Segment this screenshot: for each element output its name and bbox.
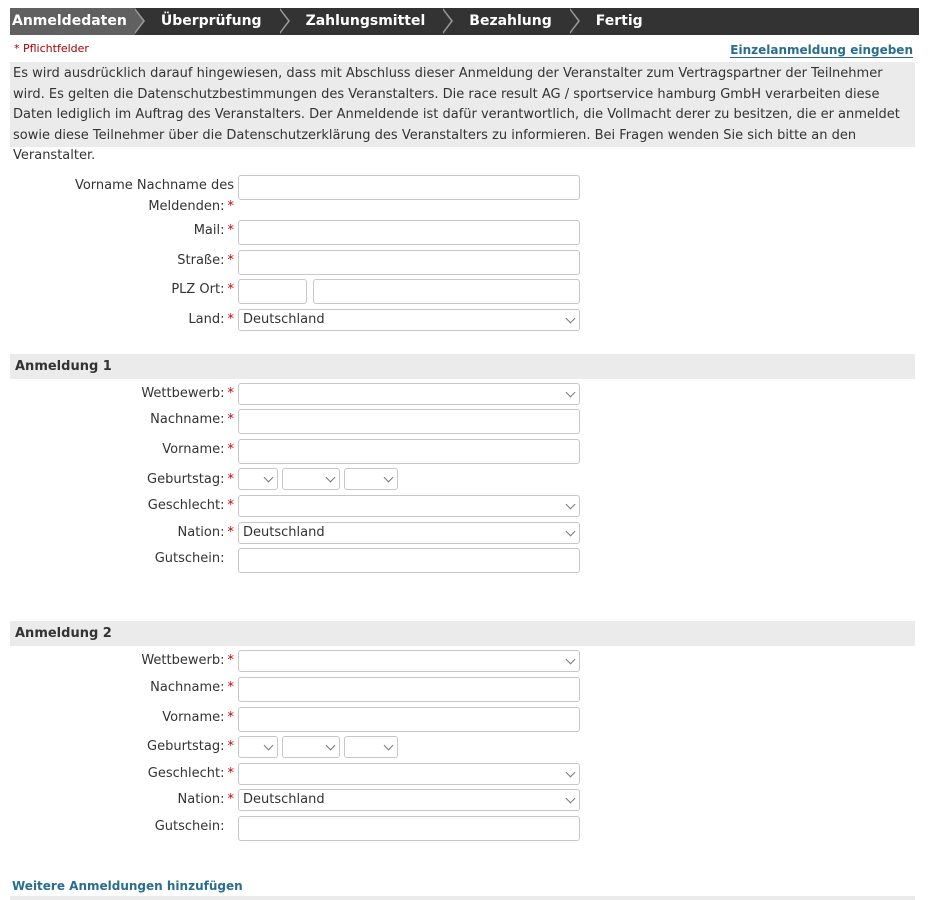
chevron-down-icon xyxy=(566,794,576,804)
required-star: * xyxy=(227,386,234,401)
lastname-label-text: Nachname: xyxy=(150,412,225,427)
mail-label-text: Mail: xyxy=(193,223,225,238)
required-star: * xyxy=(227,766,234,781)
required-star: * xyxy=(227,412,234,427)
zip-city-label xyxy=(40,280,234,300)
chevron-down-icon xyxy=(326,473,336,483)
required-star: * xyxy=(227,253,234,268)
competition-select-2[interactable] xyxy=(238,650,580,672)
required-star: * xyxy=(227,312,234,327)
birthday-day-select-2[interactable] xyxy=(238,736,278,758)
competition-label-text: Wettbewerb: xyxy=(141,653,225,668)
step-bezahlung xyxy=(443,8,569,35)
chevron-right-icon xyxy=(570,8,580,34)
registration-2-header: Anmeldung 2 xyxy=(10,621,915,646)
registrant-name-label xyxy=(40,175,234,217)
step-label: Anmeldedaten xyxy=(12,13,127,29)
chevron-down-icon xyxy=(326,741,336,751)
nation-select-2[interactable] xyxy=(238,789,580,811)
step-fertig xyxy=(570,8,661,35)
zip-city-label-text: PLZ Ort: xyxy=(171,282,225,297)
competition-label-1 xyxy=(40,384,234,404)
birthday-label-text: Geburtstag: xyxy=(147,739,225,754)
lastname-input-1[interactable] xyxy=(238,409,580,434)
voucher-label-2 xyxy=(40,817,234,837)
required-star: * xyxy=(227,739,234,754)
voucher-label-text: Gutschein: xyxy=(154,551,225,566)
chevron-down-icon xyxy=(566,655,576,665)
chevron-down-icon xyxy=(566,388,576,398)
registrant-name-label-line2: Meldenden: xyxy=(148,199,225,214)
chevron-down-icon xyxy=(566,768,576,778)
firstname-label-2 xyxy=(40,708,234,728)
registrant-name-input[interactable] xyxy=(238,175,580,200)
nation-value: Deutschland xyxy=(243,792,325,807)
nation-value: Deutschland xyxy=(243,525,325,540)
mail-input[interactable] xyxy=(238,220,580,245)
step-label: Bezahlung xyxy=(469,13,552,29)
step-anmeldedaten xyxy=(10,8,135,35)
chevron-down-icon xyxy=(264,741,274,751)
competition-select-1[interactable] xyxy=(238,383,580,405)
voucher-input-1[interactable] xyxy=(238,548,580,573)
firstname-label-1 xyxy=(40,440,234,460)
competition-label-text: Wettbewerb: xyxy=(141,386,225,401)
birthday-label-text: Geburtstag: xyxy=(147,472,225,487)
required-star: * xyxy=(227,498,234,513)
lastname-input-2[interactable] xyxy=(238,677,580,702)
gender-label-text: Geschlecht: xyxy=(147,766,225,781)
city-input[interactable] xyxy=(313,279,580,304)
country-label-text: Land: xyxy=(188,312,225,327)
gender-select-2[interactable] xyxy=(238,763,580,785)
chevron-right-icon xyxy=(443,8,453,34)
voucher-label-text: Gutschein: xyxy=(154,819,225,834)
step-label: Zahlungsmittel xyxy=(305,13,426,29)
nation-label-text: Nation: xyxy=(177,792,225,807)
street-label-text: Straße: xyxy=(177,253,225,268)
chevron-down-icon xyxy=(566,527,576,537)
chevron-right-icon xyxy=(280,8,290,34)
chevron-right-icon xyxy=(135,8,145,34)
street-input[interactable] xyxy=(238,250,580,275)
country-select[interactable] xyxy=(238,309,580,331)
birthday-label-1 xyxy=(40,470,234,490)
street-label xyxy=(40,251,234,271)
gender-label-2 xyxy=(40,764,234,784)
step-label: Fertig xyxy=(595,13,643,29)
nation-label-2 xyxy=(40,790,234,810)
gender-label-text: Geschlecht: xyxy=(147,498,225,513)
lastname-label-text: Nachname: xyxy=(150,680,225,695)
registrant-name-label-line1: Vorname Nachname des xyxy=(74,178,234,193)
chevron-down-icon xyxy=(264,473,274,483)
chevron-down-icon xyxy=(384,473,394,483)
birthday-day-select-1[interactable] xyxy=(238,468,278,490)
lastname-label-2 xyxy=(40,678,234,698)
competition-label-2 xyxy=(40,651,234,671)
chevron-down-icon xyxy=(384,741,394,751)
privacy-notice: Es wird ausdrücklich darauf hingewiesen, dass mit Abschluss dieser Anmeldung der Veranstalter zum Vertragspartner der Teilnehmer wird. Es gelten die Datenschutzbestimmungen des Veranstalters. Die race result AG / sportservice hamburg GmbH verarbeiten diese Daten lediglich im Auftrag des Veranstalters. Der Anmeldende ist dafür verantwortlich, die Vollmacht derer zu besitzen, die er anmeldet sowie diese Teilnehmer über die Datenschutzerklärung des Veranstalters zu informieren. Bei Fragen wenden Sie sich bitte an den Veranstalter. xyxy=(10,62,915,147)
required-star: * xyxy=(227,282,234,297)
firstname-label-text: Vorname: xyxy=(162,442,225,457)
birthday-year-select-1[interactable] xyxy=(344,468,398,490)
required-star: * xyxy=(227,680,234,695)
birthday-month-select-1[interactable] xyxy=(282,468,340,490)
bottom-divider xyxy=(10,896,915,900)
nation-label-1 xyxy=(40,523,234,543)
gender-select-1[interactable] xyxy=(238,495,580,517)
progress-steps xyxy=(10,8,919,35)
required-star: * xyxy=(227,199,234,214)
nation-select-1[interactable] xyxy=(238,522,580,544)
firstname-label-text: Vorname: xyxy=(162,710,225,725)
gender-label-1 xyxy=(40,496,234,516)
nation-label-text: Nation: xyxy=(177,525,225,540)
required-star: * xyxy=(227,223,234,238)
mail-label xyxy=(40,221,234,241)
required-star: * xyxy=(227,653,234,668)
firstname-input-2[interactable] xyxy=(238,707,580,732)
add-more-registrations-link[interactable]: Weitere Anmeldungen hinzufügen xyxy=(12,879,243,893)
birthday-year-select-2[interactable] xyxy=(344,736,398,758)
country-label xyxy=(40,310,234,330)
required-fields-hint: * Pflichtfelder xyxy=(14,42,89,55)
registration-1-header: Anmeldung 1 xyxy=(10,354,915,379)
required-star: * xyxy=(227,442,234,457)
firstname-input-1[interactable] xyxy=(238,439,580,464)
voucher-input-2[interactable] xyxy=(238,816,580,841)
step-ueberpruefung xyxy=(135,8,280,35)
single-registration-link[interactable]: Einzelanmeldung eingeben xyxy=(730,43,913,57)
voucher-label-1 xyxy=(40,549,234,569)
required-star: * xyxy=(227,472,234,487)
step-label: Überprüfung xyxy=(160,13,262,29)
required-star: * xyxy=(227,792,234,807)
step-zahlungsmittel xyxy=(280,8,444,35)
required-star: * xyxy=(227,710,234,725)
birthday-label-2 xyxy=(40,737,234,757)
lastname-label-1 xyxy=(40,410,234,430)
zip-input[interactable] xyxy=(238,279,307,304)
chevron-down-icon xyxy=(566,500,576,510)
country-value: Deutschland xyxy=(243,312,325,327)
required-star: * xyxy=(227,525,234,540)
chevron-down-icon xyxy=(566,314,576,324)
birthday-month-select-2[interactable] xyxy=(282,736,340,758)
